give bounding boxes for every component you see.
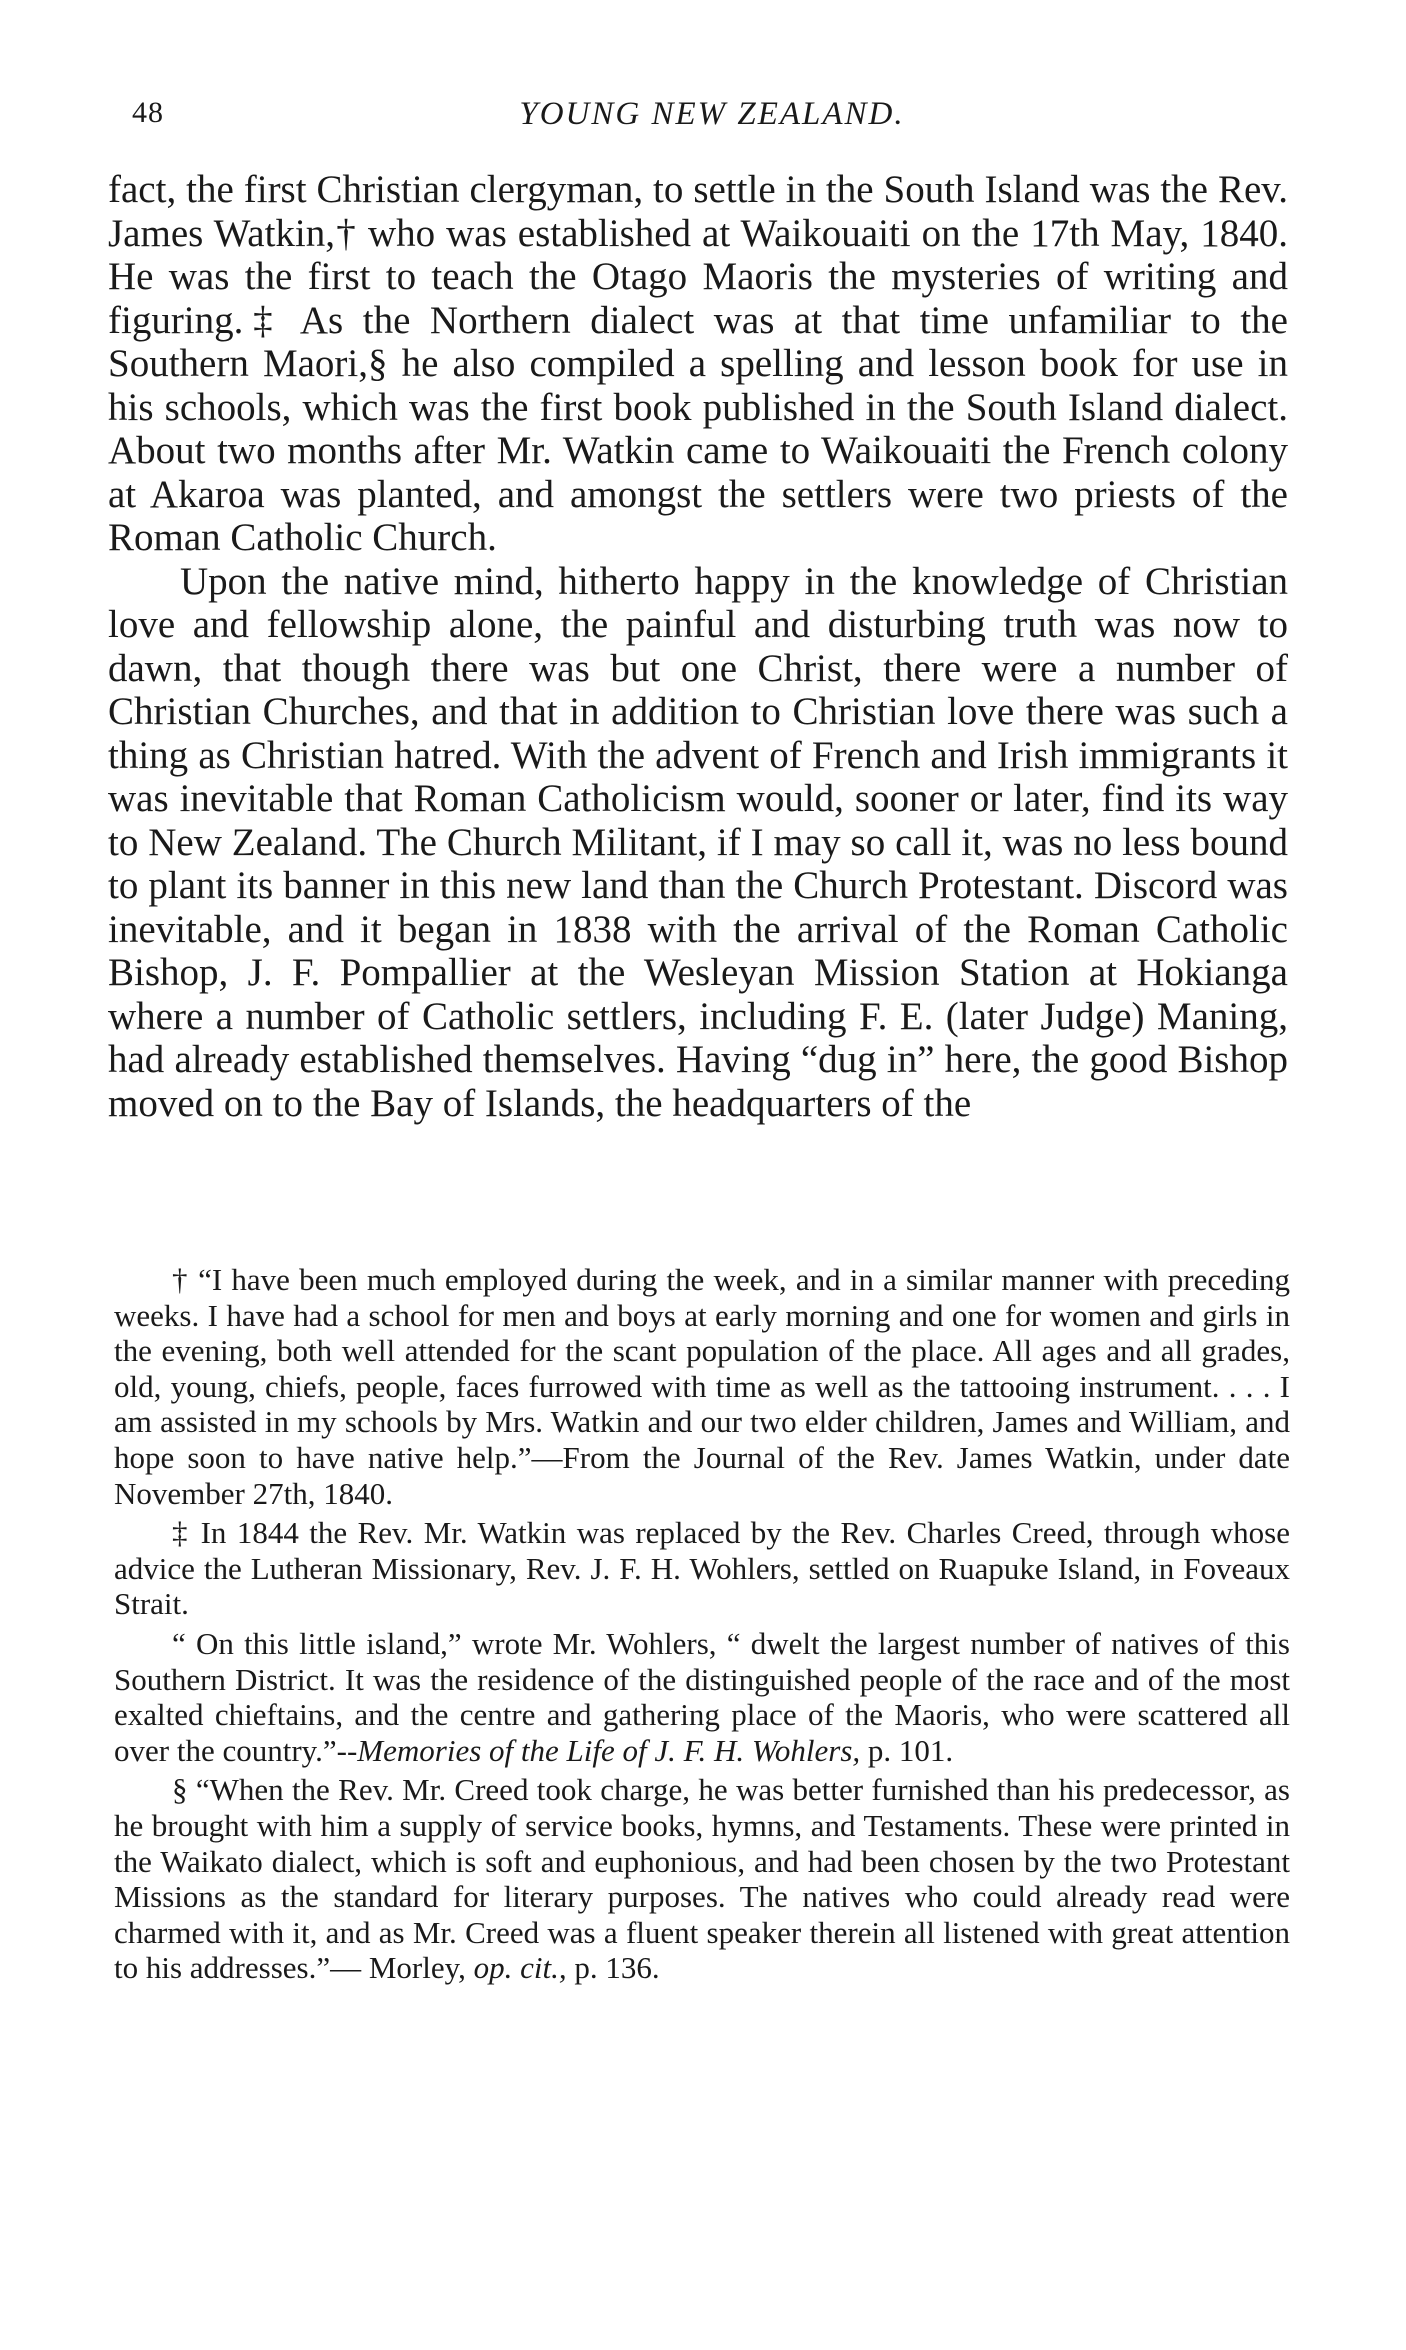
section-text: § “When the Rev. Mr. Creed took charge, he was better furnished than his predecessor, as he brought with him a supply of service books, hymns, and Testaments. These were printed in the Waikato dialect, which is soft and euphonious, and had been chosen by the two Protestant Missions as the standard for literary purposes. The natives who could already read were charmed with it, and as Mr. Creed was a fluent speaker therein all listened with great attention to his addresses.”— Morley, [114,1772,1290,1986]
footnote-dagger: † “I have been much employed during the week, and in a similar manner with preceding weeks. I have had a school for men and boys at early morning and one for women and girls in the evening, both well attended for the scant population of the place. All ages and all grades, old, young, chiefs, people, faces furrowed with time as well as the tattooing instrument. . . . I am assisted in my schools by Mrs. Watkin and our two elder children, James and William, and hope soon to have native help.”—From the Journal of the Rev. James Watkin, under date November 27th, 1840. [114,1262,1290,1511]
section-page-ref: p. 136. [566,1950,660,1986]
page-number: 48 [132,96,164,129]
footnote-double-dagger: ‡ In 1844 the Rev. Mr. Watkin was replaced by the Rev. Charles Creed, through whose advice the Lutheran Missionary, Rev. J. F. H. Wohlers, settled on Ruapuke Island, in Foveaux Strait. [114,1515,1290,1622]
paragraph-2: Upon the native mind, hitherto happy in the knowledge of Christian love and fellowship alone, the painful and disturbing truth was now to dawn, that though there was but one Christ, there were a number of Christian Churches, and that in addition to Christian love there was such a thing as Christian hatred. With the advent of French and Irish immigrants it was inevitable that Roman Catholicism would, sooner or later, find its way to New Zealand. The Church Militant, if I may so call it, was no less bound to plant its banner in this new land than the Church Protestant. Discord was inevitable, and it began in 1838 with the arrival of the Roman Catholic Bishop, J. F. Pompallier at the Wesleyan Mission Station at Hokianga where a number of Catholic settlers, including F. E. (later Judge) Maning, had already established themselves. Having “dug in” here, the good Bishop moved on to the Bay of Islands, the headquarters of the [108,559,1288,1125]
wohlers-page-ref: p. 101. [860,1732,954,1768]
footnote-wohlers-quote [114,1626,1290,1768]
page-header [132,96,1292,136]
footnote-section [114,1772,1290,1986]
section-citation: op. cit., [473,1950,567,1986]
running-title: YOUNG NEW ZEALAND. [519,96,905,132]
wohlers-quote-text: “ On this little island,” wrote Mr. Wohlers, “ dwelt the largest number of natives of this Southern District. It was the residence of the distinguished people of the race and of the most exalted chieftains, and the centre and gathering place of the Maoris, who were scattered all over the country.”-- [114,1625,1290,1768]
paragraph-1: fact, the first Christian clergyman, to settle in the South Island was the Rev. James Watkin,† who was established at Waikouaiti on the 17th May, 1840. He was the first to teach the Otago Maoris the mysteries of writing and figuring.‡ As the Northern dialect was at that time unfamiliar to the Southern Maori,§ he also compiled a spelling and lesson book for use in his schools, which was the first book published in the South Island dialect. About two months after Mr. Watkin came to Waikouaiti the French colony at Akaroa was planted, and amongst the settlers were two priests of the Roman Catholic Church. [108,168,1288,559]
footnotes [114,1262,1290,1990]
wohlers-citation: Memories of the Life of J. F. H. Wohlers, [357,1732,861,1768]
main-text [108,168,1288,1125]
